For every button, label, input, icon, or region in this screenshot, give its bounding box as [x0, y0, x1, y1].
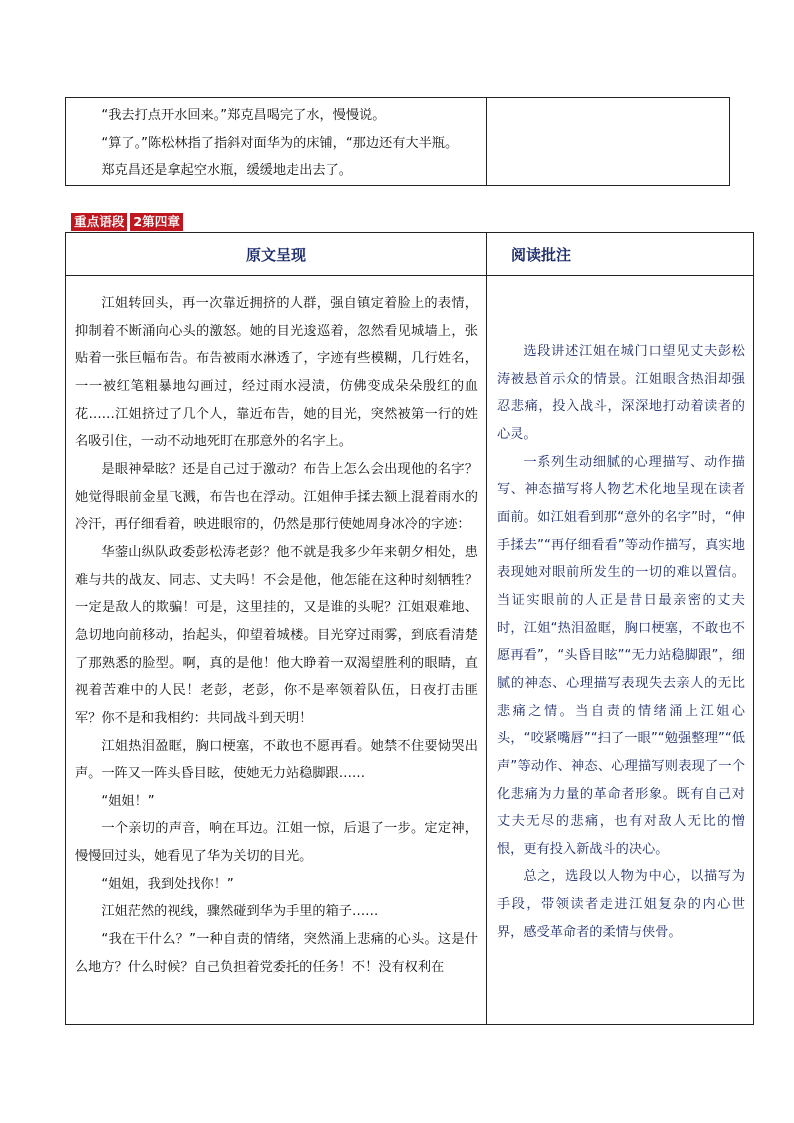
note-paragraph: 一系列生动细腻的心理描写、动作描写、神态描写将人物艺术化地呈现在读者面前。如江姐看到那“意外的名字”时，“伸手揉去”“再仔细看看”等动作描写，真实地表现她对眼前所发生的一切的难以置信。当证实眼前的人正是昔日最亲密的丈夫时，江姐“热泪盈眶，胸口梗塞，不敢也不愿再看”，“头昏目眩”“无力站稳脚跟”，细腻的神态、心理描写表现失去亲人的无比悲痛之情。当自责的情绪涌上江姐心头，“咬紧嘴唇”“扫了一眼”“勉强整理”“低声”等动作、神态、心理描写则表现了一个化悲痛为力量的革命者形象。既有自己对丈夫无尽的悲痛，也有对敌人无比的憎恨，更有投入新战斗的决心。	[497, 454, 745, 857]
top-table-right-cell	[487, 98, 730, 186]
main-table	[65, 232, 754, 1025]
note-paragraph: 选段讲述江姐在城门口望见丈夫彭松涛被悬首示众的情景。江姐眼含热泪却强忍悲痛，投入战斗，深深地打动着读者的心灵。	[497, 344, 745, 442]
original-paragraph: “我在干什么？”一种自责的情绪，突然涌上悲痛的心头。这是什么地方？什么时候？自己负担着党委托的任务！不！没有权利在	[75, 932, 478, 975]
note-paragraph: 总之，选段以人物为中心，以描写为手段，带领读者走进江姐复杂的内心世界，感受革命者的柔情与侠骨。	[497, 869, 745, 940]
key-passage-tag: 重点语段	[71, 213, 127, 231]
header-reading-notes: 阅读批注	[487, 233, 754, 276]
text-line: “算了。”陈松林指了指斜对面华为的床铺，“那边还有大半瓶。	[101, 135, 459, 151]
original-paragraph: “姐姐！”	[101, 793, 155, 809]
text-line: 郑克昌还是拿起空水瓶，缓缓地走出去了。	[101, 163, 352, 178]
reading-notes-cell	[487, 276, 754, 1025]
chapter-tag: 2第四章	[130, 213, 183, 231]
original-paragraph: 华蓥山纵队政委彭松涛老彭？他不就是我多少年来朝夕相处，患难与共的战友、同志、丈夫吗！不会是他，他怎能在这种时刻牺牲？一定是敌人的欺骗！可是，这里挂的，又是谁的头呢？江姐艰难地、急切地向前移动，抬起头，仰望着城楼。目光穿过雨雾，到底看清楚了那熟悉的脸型。啊，真的是他！他大睁着一双渴望胜利的眼睛，直视着苦难中的人民！老彭，老彭，你不是率领着队伍，日夜打击匪军？你不是和我相约：共同战斗到天明！	[75, 544, 478, 726]
header-original-text: 原文呈现	[66, 233, 487, 276]
original-paragraph: 江姐茫然的视线，骤然碰到华为手里的箱子……	[101, 904, 379, 920]
original-paragraph: 江姐转回头，再一次靠近拥挤的人群，强自镇定着脸上的表情，抑制着不断涌向心头的激怒。她的目光逡巡着，忽然看见城墙上，张贴着一张巨幅布告。布告被雨水淋透了，字迹有些模糊，几行姓名，一一被红笔粗暴地勾画过，经过雨水浸渍，仿佛变成朵朵殷红的血花……江姐挤过了几个人，靠近布告，她的目光，突然被第一行的姓名吸引住，一动不动地死盯在那意外的名字上。	[75, 296, 478, 450]
original-paragraph: “姐姐，我到处找你！”	[101, 876, 234, 892]
original-paragraph: 是眼神晕眩？还是自己过于激动？布告上怎么会出现他的名字？她觉得眼前金星飞溅，布告也在浮动。江姐伸手揉去额上混着雨水的冷汗，再仔细看着，映进眼帘的，仍然是那行使她周身冰冷的字迹：	[75, 461, 478, 533]
original-paragraph: 一个亲切的声音，响在耳边。江姐一惊，后退了一步。定定神，慢慢回过头，她看见了华为关切的目光。	[75, 821, 478, 865]
original-text-cell	[66, 276, 487, 1025]
top-table-left-cell	[66, 98, 487, 186]
text-line: “我去打点开水回来。”郑克昌喝完了水，慢慢说。	[101, 108, 386, 123]
original-paragraph: 江姐热泪盈眶，胸口梗塞，不敢也不愿再看。她禁不住要恸哭出声。一阵又一阵头昏目眩，使她无力站稳脚跟……	[75, 738, 478, 782]
top-table	[65, 97, 730, 186]
section-label	[71, 213, 183, 231]
